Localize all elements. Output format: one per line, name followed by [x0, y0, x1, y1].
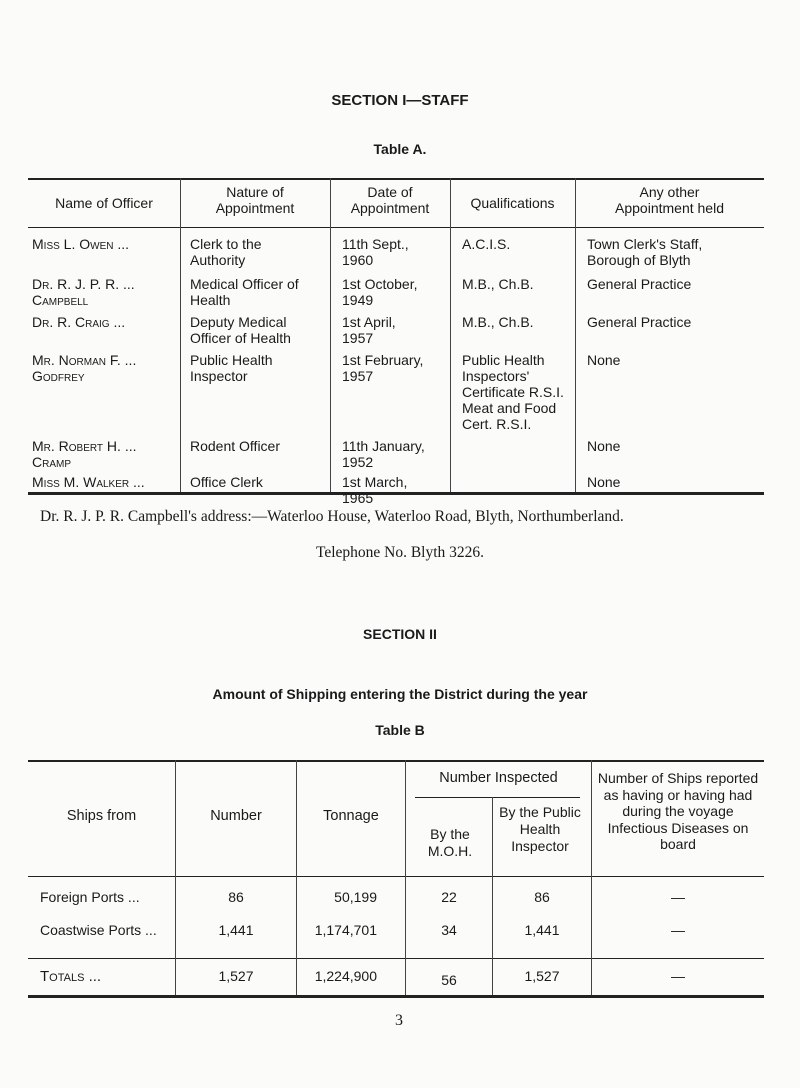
table-b-vline-5 [591, 760, 592, 995]
table-row [28, 438, 764, 474]
row-by-phi: 86 [534, 889, 550, 905]
table-row [28, 314, 764, 352]
appointment-date: 1st February, 1957 [342, 352, 424, 384]
qualifications [450, 474, 575, 506]
header-date-of-appointment: Date of Appointment [350, 184, 430, 216]
row-infectious: — [671, 889, 685, 905]
header-other-appointment: Any other Appointment held [615, 184, 724, 216]
row-tonnage: 50,199 [334, 889, 377, 905]
table-a-top-rule [28, 178, 764, 180]
table-b-top-rule [28, 760, 764, 762]
appointment-date: 11th January, 1952 [342, 438, 425, 470]
table-b-vline-2 [296, 760, 297, 995]
header-tonnage: Tonnage [323, 808, 379, 824]
header-number: Number [210, 808, 262, 824]
other-appointment: None [587, 438, 621, 454]
table-row [28, 236, 764, 276]
table-a [28, 184, 764, 228]
appointment-nature: Medical Officer of Health [190, 276, 299, 308]
section-ii-title: SECTION II [363, 626, 437, 642]
table-b-bottom-rule [28, 995, 764, 998]
totals-number: 1,527 [218, 968, 254, 984]
row-by-moh: 22 [441, 889, 457, 905]
section-ii-subtitle: Amount of Shipping entering the District during the year [212, 686, 588, 702]
table-b-vline-3 [405, 760, 406, 995]
table-b-subheader-rule [415, 797, 580, 798]
row-number: 86 [228, 889, 244, 905]
header-nature-of-appointment: Nature of Appointment [215, 184, 295, 216]
appointment-nature: Clerk to the Authority [190, 236, 262, 268]
row-infectious: — [671, 922, 685, 938]
header-number-inspected: Number Inspected [439, 770, 558, 786]
section-i-title: SECTION I—STAFF [331, 92, 469, 109]
table-b-header-rule [28, 876, 764, 877]
other-appointment: None [587, 474, 621, 490]
qualifications [450, 438, 575, 474]
table-b-label: Table B [375, 722, 425, 738]
row-ships-from: Coastwise Ports ... [40, 922, 157, 938]
qualifications: M.B., Ch.B. [462, 314, 534, 330]
header-ships-from: Ships from [66, 808, 137, 824]
row-by-moh: 34 [441, 922, 457, 938]
appointment-date: 1st October, 1949 [342, 276, 418, 308]
table-row [0, 889, 800, 909]
table-b-vline-1 [175, 760, 176, 995]
other-appointment: None [587, 352, 621, 368]
qualifications: A.C.I.S. [462, 236, 511, 252]
totals-by-phi: 1,527 [524, 968, 560, 984]
appointment-nature: Office Clerk [190, 474, 263, 490]
appointment-date: 1st April, 1957 [342, 314, 396, 346]
totals-row [0, 968, 800, 988]
officer-name: Mr. Norman F. ... Godfrey [32, 352, 137, 384]
table-row [28, 352, 764, 438]
table-row [28, 474, 764, 506]
totals-infectious: — [671, 968, 685, 984]
appointment-nature: Rodent Officer [190, 438, 281, 454]
appointment-date: 1st March, 1965 [342, 474, 408, 506]
table-a-label: Table A. [373, 141, 427, 157]
officer-name: Mr. Robert H. ... Cramp [32, 438, 137, 470]
appointment-nature: Deputy Medical Officer of Health [190, 314, 291, 346]
totals-label: Totals ... [40, 968, 102, 985]
other-appointment: General Practice [587, 276, 692, 292]
header-infectious-diseases: Number of Ships reported as having or having had during the voyage Infectious Diseases on board [597, 770, 759, 852]
header-by-phi: By the Public Health Inspector [499, 804, 581, 854]
page-number: 3 [395, 1012, 403, 1029]
table-a-header-row [28, 184, 764, 228]
table-row [0, 922, 800, 942]
doctor-address: Dr. R. J. P. R. Campbell's address:—Waterloo House, Waterloo Road, Blyth, Northumberland. [40, 508, 624, 525]
row-tonnage: 1,174,701 [314, 922, 377, 938]
row-ships-from: Foreign Ports ... [40, 889, 140, 905]
officer-name: Miss L. Owen ... [32, 236, 130, 252]
table-b-totals-rule [28, 958, 764, 959]
appointment-date: 11th Sept., 1960 [342, 236, 409, 268]
row-by-phi: 1,441 [524, 922, 560, 938]
qualifications: M.B., Ch.B. [462, 276, 534, 292]
table-a-body [28, 236, 764, 506]
telephone-number: Telephone No. Blyth 3226. [315, 544, 485, 561]
qualifications: Public Health Inspectors' Certificate R.S.I. Meat and Food Cert. R.S.I. [462, 352, 564, 432]
header-by-moh: By the M.O.H. [427, 826, 473, 859]
header-name-of-officer: Name of Officer [55, 195, 153, 211]
other-appointment: General Practice [587, 314, 692, 330]
header-qualifications: Qualifications [470, 195, 555, 211]
other-appointment: Town Clerk's Staff, Borough of Blyth [587, 236, 703, 268]
row-number: 1,441 [218, 922, 254, 938]
officer-name: Dr. R. Craig ... [32, 314, 126, 330]
totals-tonnage: 1,224,900 [314, 968, 377, 984]
appointment-nature: Public Health Inspector [190, 352, 273, 384]
officer-name: Miss M. Walker ... [32, 474, 145, 490]
totals-by-moh: 56 [441, 972, 457, 988]
table-row [28, 276, 764, 314]
officer-name: Dr. R. J. P. R. ... Campbell [32, 276, 135, 308]
